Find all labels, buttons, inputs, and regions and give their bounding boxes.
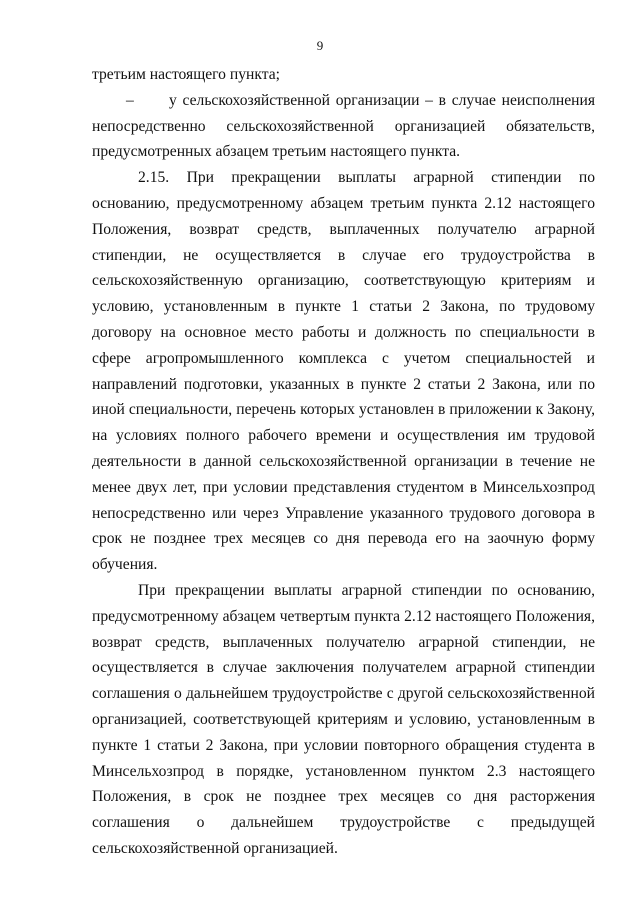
dash-marker: – bbox=[126, 91, 134, 109]
paragraph-dash-item bbox=[92, 88, 595, 165]
paragraph-2-15-second: При прекращении выплаты аграрной стипендии по основанию, предусмотренному абзацем четвертым пункта 2.12 настоящего Положения, возврат средств, выплаченных получателю аграрной стипендии, не осуществляется в случае заключения получателем аграрной стипендии соглашения о дальнейшем трудоустройстве с другой сельскохозяйственной организацией, соответствующей критериям и условию, установленным в пункте 1 статьи 2 Закона, при условии повторного обращения студента в Минсельхозпрод в порядке, установленном пунктом 2.3 настоящего Положения, в срок не позднее трех месяцев со дня расторжения соглашения о дальнейшем трудоустройстве с предыдущей сельскохозяйственной организацией. bbox=[92, 581, 595, 857]
page-number: 9 bbox=[316, 38, 324, 53]
paragraph-continuation: третьим настоящего пункта; bbox=[92, 66, 280, 83]
paragraph-2-15: 2.15. При прекращении выплаты аграрной стипендии по основанию, предусмотренному абзацем третьим пункта 2.12 настоящего Положения, возврат средств, выплаченных получателю аграрной стипендии, не осуществляется в случае его трудоустройства в сельскохозяйственную организацию, соответствующую критериям и условию, установленным в пункте 1 статьи 2 Закона, по трудовому договору на основное место работы и должность по специальности в сфере агропромышленного комплекса с учетом специальностей и направлений подготовки, указанных в пункте 2 статьи 2 Закона, или по иной специальности, перечень которых установлен в приложении к Закону, на условиях полного рабочего времени и осуществления им трудовой деятельности в данной сельскохозяйственной организации в течение не менее двух лет, при условии представления студентом в Минсельхозпрод непосредственно или через Управление указанного трудового договора в срок не позднее трех месяцев со дня перевода его на заочную форму обучения. bbox=[92, 169, 595, 574]
dash-item-text: у сельскохозяйственной организации – в случае неисполнения непосредственно сельскохозяйственной организацией обязательств, предусмотренных абзацем третьим настоящего пункта. bbox=[92, 91, 595, 161]
document-body bbox=[92, 62, 595, 862]
